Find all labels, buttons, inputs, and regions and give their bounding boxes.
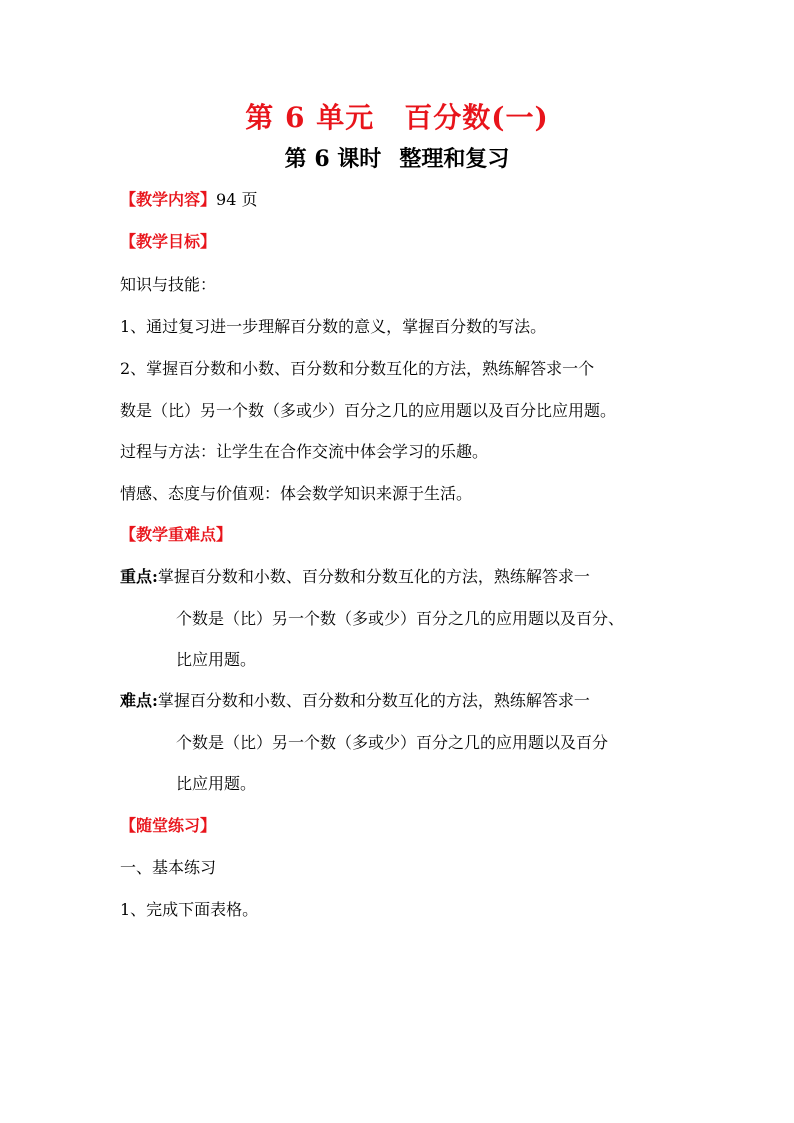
unit-name: 百分数(一) xyxy=(404,101,549,134)
practice-heading: 【随堂练习】 xyxy=(120,816,217,835)
teaching-content-heading: 【教学内容】 xyxy=(120,190,217,209)
lesson-name: 整理和复习 xyxy=(399,146,510,172)
key-point-line-1 xyxy=(120,565,590,589)
difficulty-line-2: 个数是（比）另一个数（多或少）百分之几的应用题以及百分 xyxy=(176,733,609,752)
key-point-text-1: 掌握百分数和小数、百分数和分数互化的方法，熟练解答求一 xyxy=(157,567,590,586)
lesson-number: 第 6 课时 xyxy=(284,146,382,172)
teaching-content-line xyxy=(120,188,257,212)
lesson-title xyxy=(0,142,794,176)
teaching-content-text: 94 页 xyxy=(216,190,258,209)
process-method: 过程与方法：让学生在合作交流中体会学习的乐趣。 xyxy=(120,442,489,461)
difficulty-line-3: 比应用题。 xyxy=(176,774,257,793)
difficulty-label: 难点: xyxy=(120,691,158,710)
unit-title xyxy=(0,98,794,138)
knowledge-label: 知识与技能： xyxy=(120,275,217,294)
unit-number: 第 6 单元 xyxy=(245,101,375,134)
objective-item-1: 1、通过复习进一步理解百分数的意义，掌握百分数的写法。 xyxy=(120,317,547,336)
difficulty-line-1 xyxy=(120,689,590,713)
difficulty-text-1: 掌握百分数和小数、百分数和分数互化的方法，熟练解答求一 xyxy=(157,691,590,710)
key-point-label: 重点: xyxy=(120,567,158,586)
practice-item-1: 1、完成下面表格。 xyxy=(120,900,259,919)
teaching-objectives-heading: 【教学目标】 xyxy=(120,232,217,251)
key-points-heading: 【教学重难点】 xyxy=(120,525,233,544)
objective-item-2-line-1: 2、掌握百分数和小数、百分数和分数互化的方法，熟练解答求一个 xyxy=(120,359,595,378)
objective-item-2-line-2: 数是（比）另一个数（多或少）百分之几的应用题以及百分比应用题。 xyxy=(120,401,617,420)
practice-section: 一、基本练习 xyxy=(120,858,217,877)
key-point-line-3: 比应用题。 xyxy=(176,650,257,669)
emotion-attitude: 情感、态度与价值观：体会数学知识来源于生活。 xyxy=(120,484,473,503)
key-point-line-2: 个数是（比）另一个数（多或少）百分之几的应用题以及百分、 xyxy=(176,609,625,628)
